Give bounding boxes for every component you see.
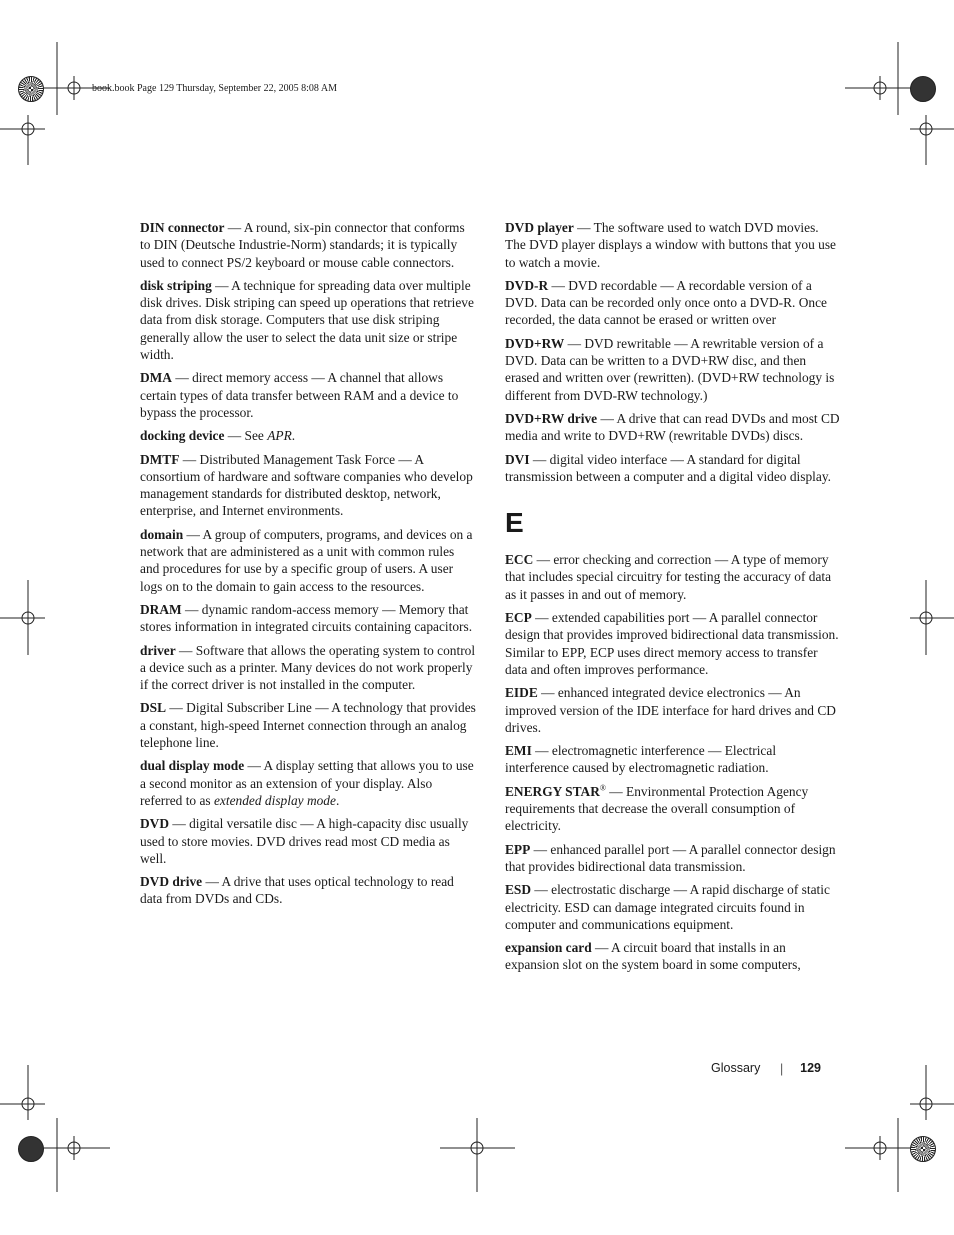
glossary-cross-reference: APR <box>267 428 292 444</box>
glossary-entry <box>505 939 841 974</box>
glossary-entry <box>140 757 476 809</box>
glossary-definition: — digital video interface — A standard for digital transmission between a computer and a digital video display. <box>505 451 832 484</box>
glossary-entry <box>140 873 476 908</box>
glossary-definition: — Distributed Management Task Force — A consortium of hardware and software companies who develop management standards for distributed desktop, network, enterprise, and Internet environments. <box>140 451 473 519</box>
glossary-definition: — Environmental Protection Agency requirements that decrease the overall consumption of electricity. <box>505 783 809 834</box>
glossary-entry <box>140 526 476 595</box>
glossary-definition: — Software that allows the operating system to control a device such as a printer. Many devices do not work properly if the correct driver is not installed in the computer. <box>140 642 476 693</box>
registration-starburst-icon <box>910 1136 936 1162</box>
glossary-entry <box>140 601 476 636</box>
page-number: 129 <box>800 1061 821 1075</box>
glossary-term: DMA <box>140 370 172 386</box>
glossary-term: DVD+RW drive <box>505 410 598 426</box>
glossary-definition: — error checking and correction — A type of memory that includes special circuitry for testing the accuracy of data as it passes in and out of memory. <box>505 552 832 602</box>
registration-starburst-icon <box>910 76 936 102</box>
glossary-entry <box>140 815 476 867</box>
registration-starburst-icon <box>18 1136 44 1162</box>
glossary-term: ECP <box>505 610 532 626</box>
footer-section-label: Glossary <box>711 1061 761 1075</box>
glossary-term: DVD+RW <box>505 335 565 351</box>
glossary-term: docking device <box>140 428 225 444</box>
glossary-definition: — A display setting that allows you to use a second monitor as an extension of your display. Also referred to as <box>140 758 474 808</box>
glossary-entry <box>140 427 476 444</box>
glossary-term: EPP <box>505 841 531 857</box>
glossary-term: ENERGY STAR <box>505 783 600 799</box>
glossary-entry <box>505 219 841 271</box>
glossary-definition: — extended capabilities port — A parallel connector design that provides improved bidirectional data transmission. Similar to EPP, ECP uses direct memory access to transfer data and often improves performance. <box>505 610 839 677</box>
glossary-term: DIN connector <box>140 220 225 235</box>
glossary-entry <box>140 699 476 751</box>
glossary-definition: — The software used to watch DVD movies. The DVD player displays a window with buttons that you use to watch a movie. <box>505 220 836 270</box>
glossary-entry <box>505 783 841 835</box>
glossary-term: DVI <box>505 451 530 467</box>
glossary-term: disk striping <box>140 277 212 293</box>
glossary-entry <box>140 451 476 520</box>
glossary-definition-end: . <box>335 792 340 808</box>
glossary-term: driver <box>140 642 176 658</box>
glossary-definition: — electrostatic discharge — A rapid discharge of static electricity. ESD can damage integrated circuits found in computer and communications equipment. <box>505 882 830 932</box>
header-slug: book.book Page 129 Thursday, September 22, 2005 8:08 AM <box>92 83 337 94</box>
glossary-entry <box>505 609 841 678</box>
glossary-entry <box>140 369 476 421</box>
glossary-term: DVD-R <box>505 277 549 293</box>
glossary-entry <box>140 642 476 694</box>
registered-mark: ® <box>599 783 606 793</box>
glossary-definition: — direct memory access — A channel that allows certain types of data transfer between RAM and a device to bypass the processor. <box>140 370 459 420</box>
glossary-term: DVD player <box>505 220 574 235</box>
glossary-term: ECC <box>505 552 534 568</box>
section-letter-heading: E <box>505 507 524 539</box>
glossary-term: DMTF <box>140 451 180 467</box>
glossary-term: DVD <box>140 816 170 832</box>
glossary-term: expansion card <box>505 940 592 956</box>
glossary-term: domain <box>140 526 184 542</box>
glossary-term: ESD <box>505 882 532 898</box>
glossary-entry <box>505 451 841 486</box>
glossary-definition: — enhanced integrated device electronics — An improved version of the IDE interface for hard drives and CD drives. <box>505 685 836 735</box>
glossary-term: DVD drive <box>140 874 203 890</box>
glossary-term: EIDE <box>505 685 538 701</box>
glossary-cross-reference: extended display mode <box>213 792 336 808</box>
glossary-definition: — dynamic random-access memory — Memory that stores information in integrated circuits containing capacitors. <box>140 601 473 635</box>
glossary-term: DSL <box>140 700 167 716</box>
glossary-column-left <box>140 219 476 914</box>
glossary-entry <box>505 410 841 445</box>
glossary-definition: — A drive that uses optical technology to read data from DVDs and CDs. <box>140 874 454 907</box>
glossary-definition: — DVD recordable — A recordable version of a DVD. Data can be recorded only once onto a DVD-R. Once recorded, the data cannot be erased or written over <box>505 277 828 328</box>
glossary-entry <box>505 841 841 876</box>
footer-separator: | <box>780 1062 784 1076</box>
glossary-definition: — digital versatile disc — A high-capacity disc usually used to store movies. DVD drives read most CD media as well. <box>140 816 469 866</box>
glossary-definition: — enhanced parallel port — A parallel connector design that provides bidirectional data transmission. <box>505 841 836 874</box>
glossary-entry <box>505 335 841 404</box>
glossary-definition: — A group of computers, programs, and devices on a network that are administered as a unit with common rules and procedures for use by a specific group of users. A user logs on to the domain to gain access to the resources. <box>140 526 473 594</box>
glossary-entry <box>140 277 476 363</box>
glossary-definition: — A drive that can read DVDs and most CD media and write to DVD+RW (rewritable DVDs) discs. <box>505 410 840 444</box>
glossary-entry <box>505 551 841 603</box>
glossary-entry <box>505 684 841 736</box>
glossary-entry <box>505 742 841 777</box>
glossary-term: EMI <box>505 743 532 759</box>
glossary-definition: — electromagnetic interference — Electrical interference caused by electromagnetic radiation. <box>505 743 777 776</box>
glossary-term: dual display mode <box>140 758 245 774</box>
glossary-definition: — Digital Subscriber Line — A technology that provides a constant, high-speed Internet connection through an analog telephone line. <box>140 700 476 751</box>
glossary-definition-end: . <box>291 428 296 444</box>
glossary-column-right <box>505 219 841 980</box>
glossary-term: DRAM <box>140 601 182 617</box>
glossary-definition: — See <box>224 428 268 444</box>
glossary-entry <box>505 277 841 329</box>
glossary-entry <box>140 219 476 271</box>
glossary-definition: — DVD rewritable — A rewritable version of a DVD. Data can be written to a DVD+RW disc, and then erased and written over (rewritten). (DVD+RW technology is different from DVD-RW technology.) <box>505 335 835 403</box>
glossary-definition: — A round, six-pin connector that conforms to DIN (Deutsche Industrie-Norm) standards; it is typically used to connect PS/2 keyboard or mouse cable connectors. <box>140 220 465 270</box>
glossary-definition: — A technique for spreading data over multiple disk drives. Disk striping can speed up operations that retrieve data from disk storage. Computers that use disk striping generally allow the user to select the data unit size or stripe width. <box>140 277 474 363</box>
registration-starburst-icon <box>18 76 44 102</box>
glossary-definition: — A circuit board that installs in an expansion slot on the system board in some computers, <box>505 940 801 973</box>
glossary-entry <box>505 881 841 933</box>
